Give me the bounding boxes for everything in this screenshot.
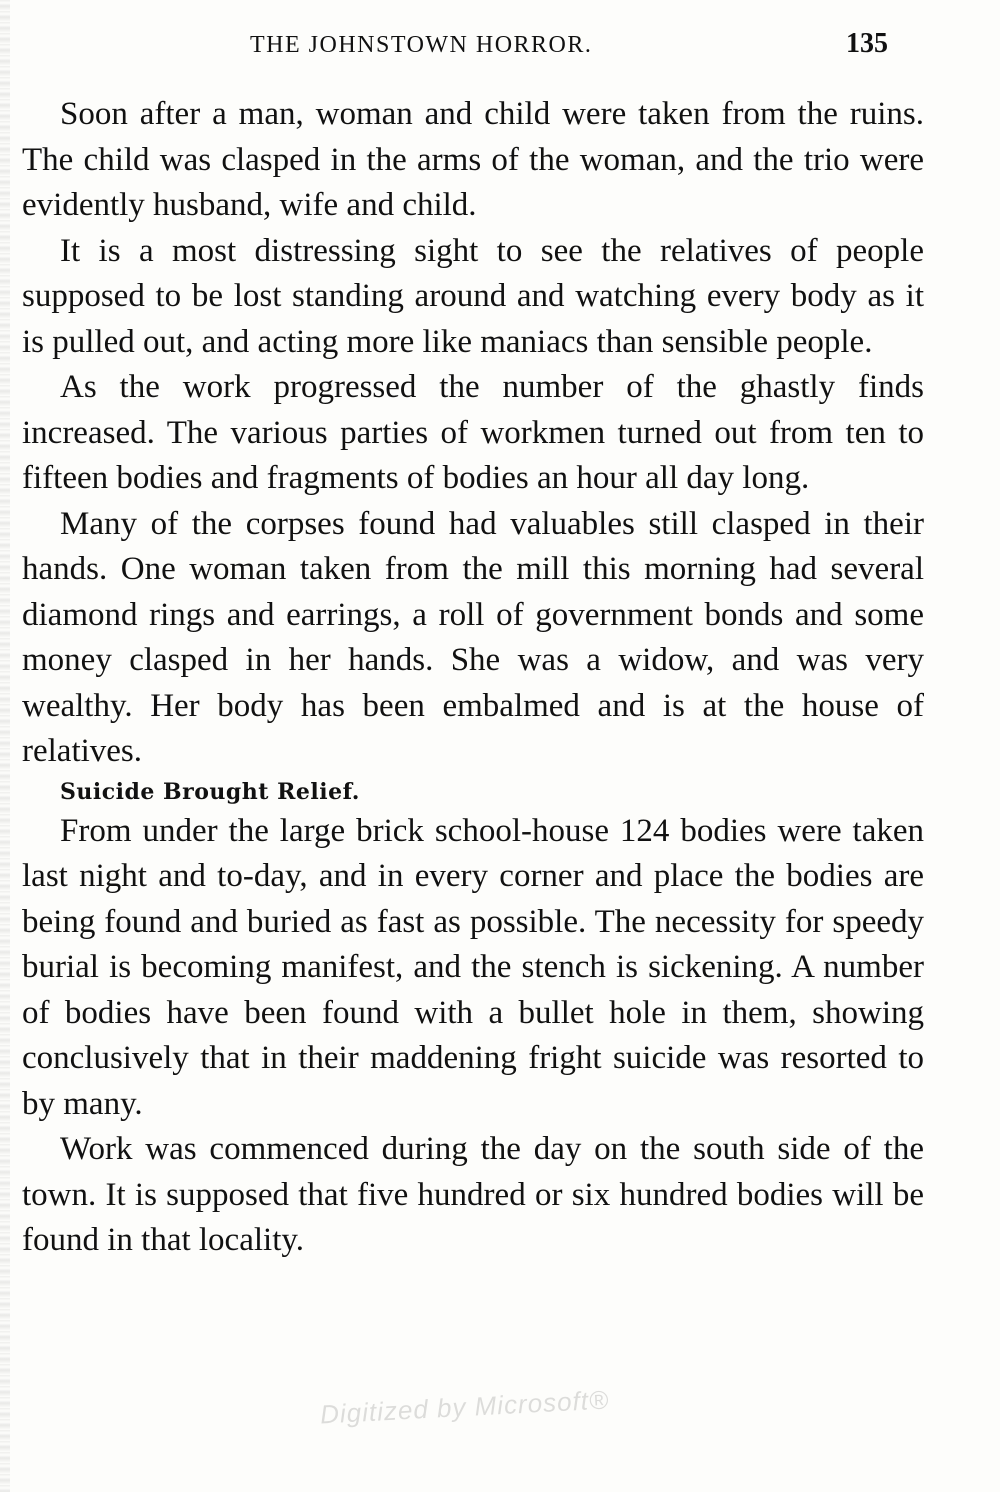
paragraph: Many of the corpses found had valuables still clasped in their hands. One woman taken from the mill this morning had several diamond rings and earrings, a roll of government bonds and some money clasped in her hands. She was a widow, and was very wealthy. Her body has been embalmed and is at the house of relatives. xyxy=(22,505,924,769)
body-text xyxy=(22,92,924,1264)
page-number: 135 xyxy=(846,28,888,59)
paragraph: As the work progressed the number of the ghastly finds increased. The various parties of workmen turned out from ten to fifteen bodies and fragments of bodies an hour all day long. xyxy=(22,369,924,496)
paragraph: It is a most distressing sight to see the relatives of people supposed to be lost standing around and watching every body as it is pulled out, and acting more like maniacs than sensible people. xyxy=(22,232,924,360)
paragraph: From under the large brick school-house 124 bodies were taken last night and to-day, and in every corner and place the bodies are being found and buried as fast as possible. The necessity for speedy burial is becoming manifest, and the stench is sickening. A number of bodies have been found with a bullet hole in them, showing conclusively that in their maddening fright suicide was resorted to by many. xyxy=(22,812,924,1122)
section-subheading: Suicide Brought Relief. xyxy=(60,778,360,805)
paragraph: Soon after a man, woman and child were taken from the ruins. The child was clasped in the arms of the woman, and the trio were evidently husband, wife and child. xyxy=(22,96,924,223)
digitization-watermark: Digitized by Microsoft® xyxy=(319,1384,610,1430)
scan-edge xyxy=(0,0,10,1492)
running-title: THE JOHNSTOWN HORROR. xyxy=(250,32,593,58)
paragraph: Work was commenced during the day on the south side of the town. It is supposed that five hundred or six hundred bodies will be found in that locality. xyxy=(22,1131,924,1258)
page-header xyxy=(0,26,1000,66)
